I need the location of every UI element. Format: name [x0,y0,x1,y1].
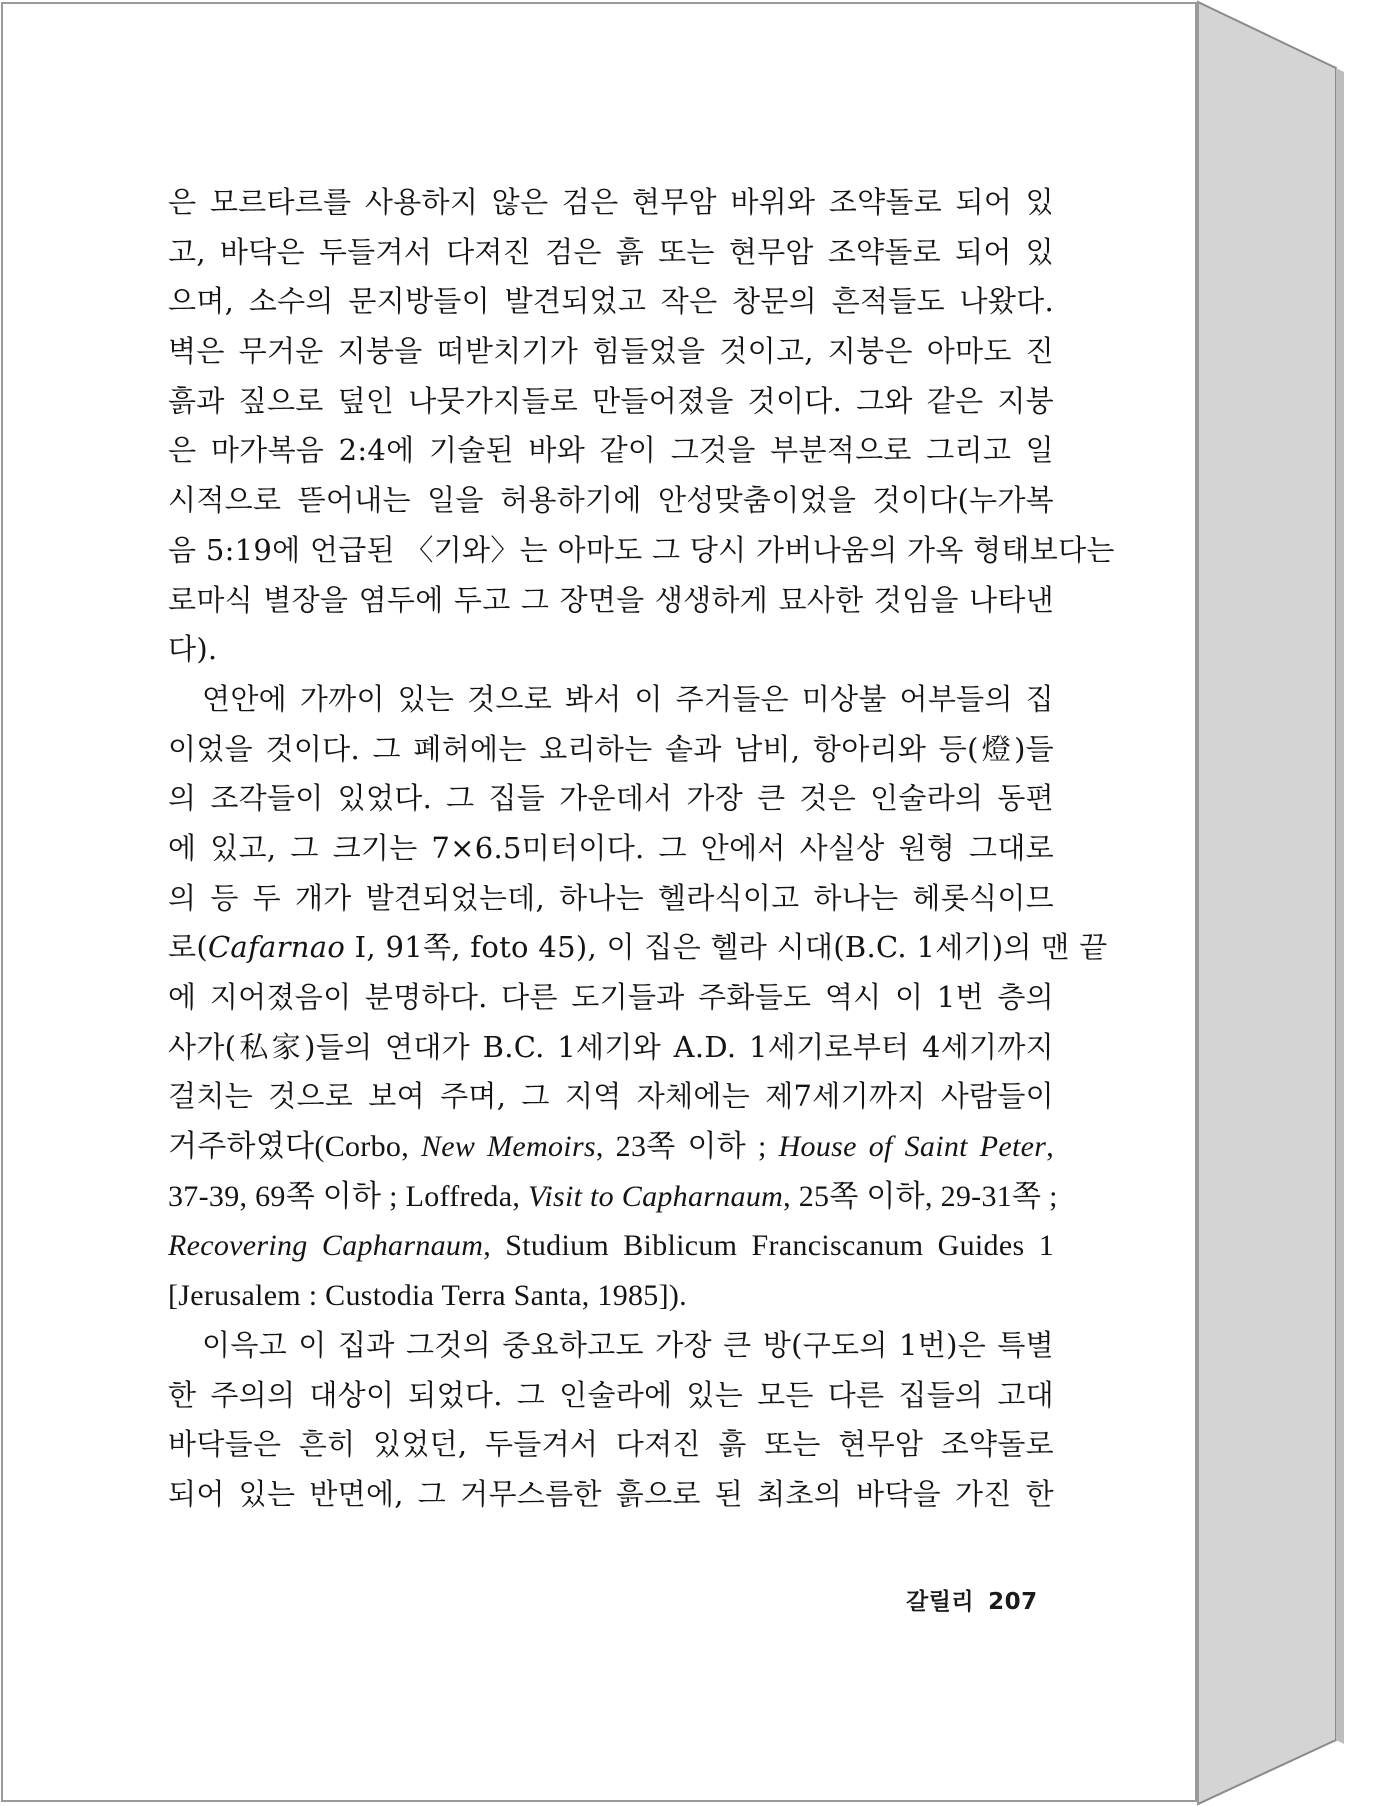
text-span: 로( [168,930,208,965]
text-line: 음 5:19에 언급된 〈기와〉는 아마도 그 당시 가버나움의 가옥 형태보다는 [168,532,1115,567]
paragraph-start-line: 연안에 가까이 있는 것으로 봐서 이 주거들은 미상불 어부들의 집 [202,681,1054,716]
text-line: 이었을 것이다. 그 폐허에는 요리하는 솥과 남비, 항아리와 등(燈)들 [168,731,1054,766]
text-line: 사가(私家)들의 연대가 B.C. 1세기와 A.D. 1세기로부터 4세기까지 [168,1029,1054,1064]
text-line: 한 주의의 대상이 되었다. 그 인술라에 있는 모든 다른 집들의 고대 [168,1377,1054,1412]
text-span: 37-39, 69쪽 이하 ; Loffreda, [168,1179,528,1213]
text-span: , [1046,1130,1054,1164]
text-line: 에 지어졌음이 분명하다. 다른 도기들과 주화들도 역시 이 1번 층의 [168,980,1054,1014]
italic-title: Visit to Capharnaum [527,1179,784,1213]
italic-title: House of Saint Peter [778,1130,1047,1164]
text-line: 흙과 짚으로 덮인 나뭇가지들로 만들어졌을 것이다. 그와 같은 지붕 [168,383,1054,418]
text-line [168,1172,1058,1222]
text-line: 은 모르타르를 사용하지 않은 검은 현무암 바위와 조약돌로 되어 있 [168,185,1054,219]
text-line: 에 있고, 그 크기는 7×6.5미터이다. 그 안에서 사실상 원형 그대로 [168,830,1054,865]
paragraph-start-line: 이윽고 이 집과 그것의 중요하고도 가장 큰 방(구도의 1번)은 특별 [202,1327,1054,1362]
text-span: I, 91쪽, foto 45), 이 집은 헬라 시대(B.C. 1세기)의 맨 끝 [345,930,1108,965]
text-line: 의 조각들이 있었다. 그 집들 가운데서 가장 큰 것은 인술라의 동편 [168,781,1054,816]
text-line: 의 등 두 개가 발견되었는데, 하나는 헬라식이고 하나는 헤롯식이므 [168,880,1054,915]
text-line: 고, 바닥은 두들겨서 다져진 검은 흙 또는 현무암 조약돌로 되어 있 [168,234,1054,269]
page-footer [906,1583,1038,1616]
text-line: 되어 있는 반면에, 그 거무스름한 흙으로 된 최초의 바닥을 가진 한 [168,1476,1054,1511]
italic-title: Recovering Capharnaum [168,1229,484,1263]
italic-title: New Memoirs [420,1130,596,1164]
text-line: 벽은 무거운 지붕을 떠받치기가 힘들었을 것이고, 지붕은 아마도 진 [168,334,1054,369]
text-line: 로마식 별장을 염두에 두고 그 장면을 생생하게 묘사한 것임을 나타낸 [168,582,1054,617]
text-line: 걸치는 것으로 보여 주며, 그 지역 자체에는 제7세기까지 사람들이 [168,1079,1054,1114]
italic-title: Cafarnao [207,930,346,965]
text-line [168,923,1108,973]
text-span: , 23쪽 이하 ; [595,1130,779,1164]
running-title: 갈릴리 [906,1589,975,1615]
text-line: 시적으로 뜯어내는 일을 허용하기에 안성맞춤이었을 것이다(누가복 [168,483,1054,518]
text-line [168,1122,1054,1172]
page-number: 207 [988,1589,1038,1615]
text-line: 은 마가복음 2:4에 기술된 바와 같이 그것을 부분적으로 그리고 일 [168,433,1054,468]
text-span: 거주하였다(Corbo, [168,1130,421,1164]
text-line: [Jerusalem : Custodia Terra Santa, 1985]). [168,1279,687,1313]
text-span: , 25쪽 이하, 29-31쪽 ; [783,1179,1058,1213]
text-line: 바닥들은 흔히 있었던, 두들겨서 다져진 흙 또는 현무암 조약돌로 [168,1427,1054,1462]
text-line: 다). [168,632,218,667]
body-text [168,178,1115,1520]
text-span: , Studium Biblicum Franciscanum Guides 1 [483,1229,1054,1263]
text-line: 으며, 소수의 문지방들이 발견되었고 작은 창문의 흔적들도 나왔다. [168,284,1054,319]
text-line [168,1221,1054,1271]
